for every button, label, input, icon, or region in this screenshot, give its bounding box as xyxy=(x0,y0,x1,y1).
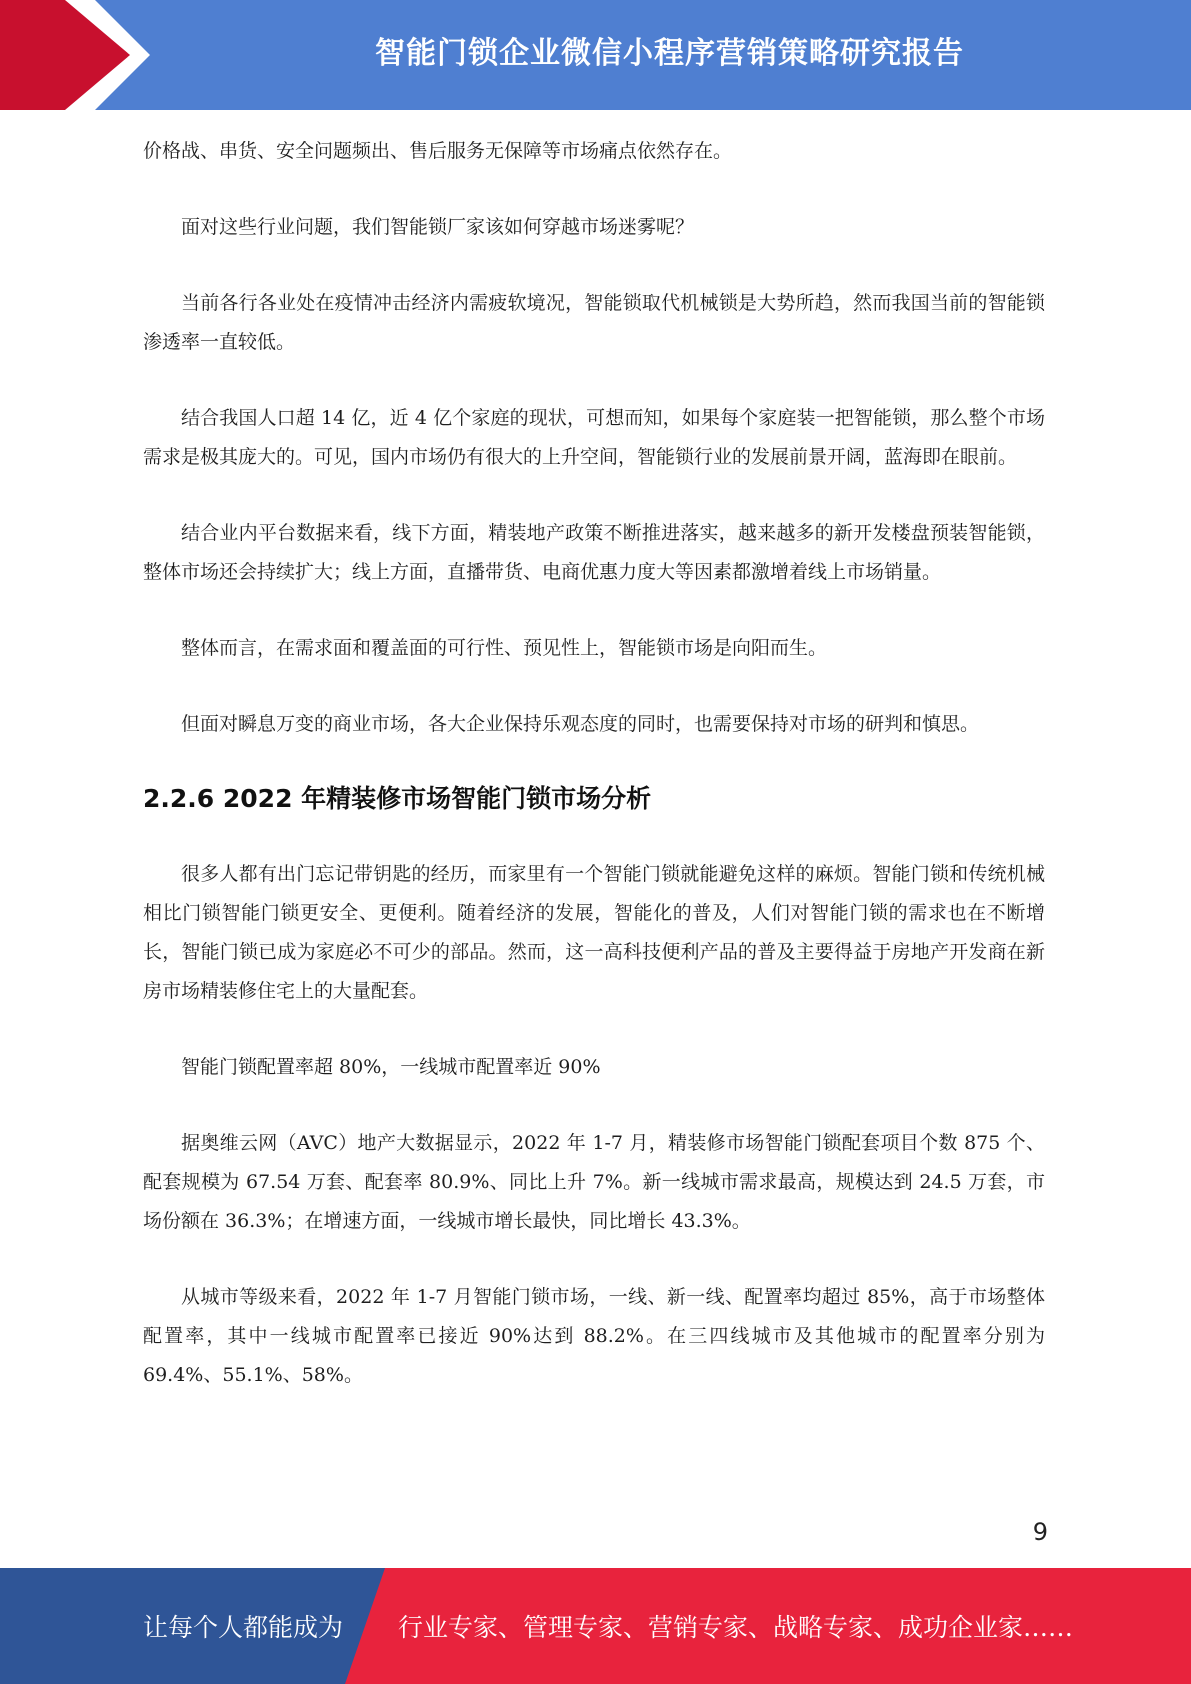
paragraph: 从城市等级来看，2022 年 1-7 月智能门锁市场，一线、新一线、配置率均超过 85%，高于市场整体配置率，其中一线城市配置率已接近 90%达到 88.2%。在三四线城市及其他城市的配置率分别为 69.4%、55.1%、58%。 xyxy=(143,1286,1045,1386)
paragraph: 据奥维云网（AVC）地产大数据显示，2022 年 1-7 月，精装修市场智能门锁配套项目个数 875 个、配套规模为 67.54 万套、配套率 80.9%、同比上升 7%。新一线城市需求最高，规模达到 24.5 万套，市场份额在 36.3%；在增速方面，一线城市增长最快，同比增长 43.3%。 xyxy=(143,1132,1045,1232)
report-title: 智能门锁企业微信小程序营销策略研究报告 xyxy=(375,36,964,71)
footer-slogan-right: 行业专家、管理专家、营销专家、战略专家、成功企业家…… xyxy=(398,1613,1074,1642)
paragraph: 整体而言，在需求面和覆盖面的可行性、预见性上，智能锁市场是向阳而生。 xyxy=(181,637,828,659)
paragraph: 结合我国人口超 14 亿，近 4 亿个家庭的现状，可想而知，如果每个家庭装一把智能锁，那么整个市场需求是极其庞大的。可见，国内市场仍有很大的上升空间，智能锁行业的发展前景开阔，蓝海即在眼前。 xyxy=(143,407,1045,468)
paragraph: 价格战、串货、安全问题频出、售后服务无保障等市场痛点依然存在。 xyxy=(143,140,733,162)
footer-slogan-left: 让每个人都能成为 xyxy=(143,1613,344,1642)
page-header xyxy=(0,0,1191,110)
section-heading: 2.2.6 2022 年精装修市场智能门锁市场分析 xyxy=(143,784,652,813)
document-body xyxy=(143,132,1045,1432)
paragraph: 智能门锁配置率超 80%，一线城市配置率近 90% xyxy=(181,1056,601,1078)
paragraph: 结合业内平台数据来看，线下方面，精装地产政策不断推进落实，越来越多的新开发楼盘预装智能锁，整体市场还会持续扩大；线上方面，直播带货、电商优惠力度大等因素都激增着线上市场销量。 xyxy=(143,522,1045,583)
paragraph: 当前各行各业处在疫情冲击经济内需疲软境况，智能锁取代机械锁是大势所趋，然而我国当前的智能锁渗透率一直较低。 xyxy=(143,292,1045,353)
page-footer xyxy=(0,1568,1191,1684)
paragraph: 很多人都有出门忘记带钥匙的经历，而家里有一个智能门锁就能避免这样的麻烦。智能门锁和传统机械相比门锁智能门锁更安全、更便利。随着经济的发展，智能化的普及，人们对智能门锁的需求也在不断增长，智能门锁已成为家庭必不可少的部品。然而，这一高科技便利产品的普及主要得益于房地产开发商在新房市场精装修住宅上的大量配套。 xyxy=(143,863,1045,1002)
page-number: 9 xyxy=(1032,1518,1048,1546)
paragraph: 面对这些行业问题，我们智能锁厂家该如何穿越市场迷雾呢？ xyxy=(181,216,695,238)
paragraph: 但面对瞬息万变的商业市场，各大企业保持乐观态度的同时，也需要保持对市场的研判和慎思。 xyxy=(181,713,980,735)
